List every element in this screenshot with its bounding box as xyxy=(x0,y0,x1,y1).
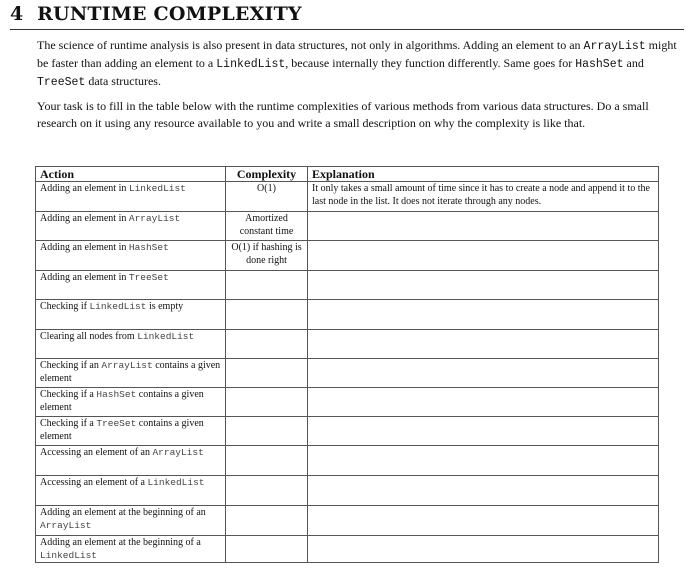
action-text: contains a given element xyxy=(40,389,204,413)
complexity-cell[interactable] xyxy=(226,506,308,536)
table-row xyxy=(36,388,659,417)
complexity-cell[interactable] xyxy=(226,300,308,330)
table-row xyxy=(36,536,659,563)
section-number: 4 xyxy=(10,3,24,25)
intro-text: , because internally they function differently. Same goes for xyxy=(285,56,576,70)
complexity-cell[interactable] xyxy=(226,330,308,359)
explanation-cell[interactable] xyxy=(308,476,659,506)
explanation-cell[interactable] xyxy=(308,271,659,300)
explanation-cell[interactable] xyxy=(308,330,659,359)
complexity-cell[interactable] xyxy=(226,271,308,300)
action-text: Accessing an element of a xyxy=(40,477,148,488)
explanation-cell[interactable] xyxy=(308,300,659,330)
code-term: LinkedList xyxy=(40,550,98,561)
explanation-cell[interactable] xyxy=(308,388,659,417)
table-row xyxy=(36,212,659,241)
code-term: ArrayList xyxy=(128,213,181,224)
complexity-cell[interactable]: O(1) if hashing is done right xyxy=(226,241,308,271)
complexity-cell[interactable]: Amortized constant time xyxy=(226,212,308,241)
action-cell xyxy=(36,536,226,563)
complexity-cell[interactable]: O(1) xyxy=(226,182,308,212)
code-term: LinkedList xyxy=(128,183,186,194)
action-cell xyxy=(36,359,226,388)
action-text: Adding an element in xyxy=(40,272,129,283)
complexity-cell[interactable] xyxy=(226,476,308,506)
action-text: Adding an element in xyxy=(40,242,129,253)
code-term: HashSet xyxy=(575,58,624,71)
action-text: Checking if a xyxy=(40,389,97,400)
action-cell xyxy=(36,388,226,417)
action-text: Checking if an xyxy=(40,360,102,371)
complexity-table xyxy=(35,166,659,563)
code-term: HashSet xyxy=(96,389,137,400)
code-term: LinkedList xyxy=(147,477,205,488)
explanation-cell[interactable]: It only takes a small amount of time since it has to create a node and append it to the last node in the list. It does not iterate through any nodes. xyxy=(308,182,659,212)
complexity-cell[interactable] xyxy=(226,388,308,417)
action-text: Adding an element in xyxy=(40,213,129,224)
intro-paragraph-2: Your task is to fill in the table below with the runtime complexities of various methods from various data structures. Do a small research on it using any resource available to you and write a small description on why the complexity is like that. xyxy=(37,99,649,130)
table-body xyxy=(36,182,659,563)
action-cell xyxy=(36,212,226,241)
code-term: TreeSet xyxy=(37,76,86,89)
table-row xyxy=(36,446,659,476)
explanation-cell[interactable] xyxy=(308,359,659,388)
code-term: ArrayList xyxy=(583,40,646,53)
intro-text: might be faster than adding an element to a xyxy=(37,38,677,70)
intro-text: The science of runtime analysis is also present in data structures, not only in algorithms. Adding an element to an xyxy=(37,38,584,52)
action-cell xyxy=(36,506,226,536)
explanation-cell[interactable] xyxy=(308,446,659,476)
code-term: ArrayList xyxy=(101,360,153,371)
action-cell xyxy=(36,300,226,330)
intro-text: and xyxy=(623,56,644,70)
table-row xyxy=(36,359,659,388)
explanation-cell[interactable] xyxy=(308,536,659,563)
code-term: LinkedList xyxy=(216,58,286,71)
action-cell xyxy=(36,182,226,212)
heading-underline xyxy=(10,29,684,30)
code-term: ArrayList xyxy=(40,520,92,531)
intro-text: data structures. xyxy=(85,74,161,88)
table-row xyxy=(36,417,659,446)
action-cell xyxy=(36,417,226,446)
section-title: RUNTIME COMPLEXITY xyxy=(37,3,302,25)
intro-paragraph-1 xyxy=(37,37,682,91)
complexity-cell[interactable] xyxy=(226,359,308,388)
explanation-cell[interactable] xyxy=(308,241,659,271)
action-text: Checking if a xyxy=(40,418,97,429)
header-complexity: Complexity xyxy=(226,167,308,182)
code-term: LinkedList xyxy=(137,331,195,342)
action-text: contains a given element xyxy=(40,360,221,384)
explanation-cell[interactable] xyxy=(308,417,659,446)
action-cell xyxy=(36,476,226,506)
table-row xyxy=(36,506,659,536)
table-row xyxy=(36,300,659,330)
code-term: HashSet xyxy=(128,242,169,253)
table-row xyxy=(36,182,659,212)
action-cell xyxy=(36,330,226,359)
code-term: ArrayList xyxy=(152,447,204,458)
action-text: Accessing an element of an xyxy=(40,447,153,458)
header-explanation: Explanation xyxy=(308,167,659,182)
table-row xyxy=(36,330,659,359)
complexity-cell[interactable] xyxy=(226,536,308,563)
header-action: Action xyxy=(36,167,226,182)
action-cell xyxy=(36,271,226,300)
action-text: is empty xyxy=(146,301,184,312)
action-text: contains a given element xyxy=(40,418,204,442)
action-cell xyxy=(36,446,226,476)
code-term: TreeSet xyxy=(96,418,137,429)
action-text: Clearing all nodes from xyxy=(40,331,138,342)
action-text: Adding an element in xyxy=(40,183,129,194)
action-cell xyxy=(36,241,226,271)
table-row xyxy=(36,271,659,300)
complexity-cell[interactable] xyxy=(226,446,308,476)
table-row xyxy=(36,476,659,506)
code-term: LinkedList xyxy=(89,301,147,312)
code-term: TreeSet xyxy=(128,272,169,283)
action-text: Checking if xyxy=(40,301,90,312)
action-text: Adding an element at the beginning of an xyxy=(40,507,206,518)
complexity-cell[interactable] xyxy=(226,417,308,446)
section-heading xyxy=(10,3,302,25)
action-text: Adding an element at the beginning of a xyxy=(40,537,201,548)
table-row xyxy=(36,241,659,271)
explanation-cell[interactable] xyxy=(308,506,659,536)
explanation-cell[interactable] xyxy=(308,212,659,241)
